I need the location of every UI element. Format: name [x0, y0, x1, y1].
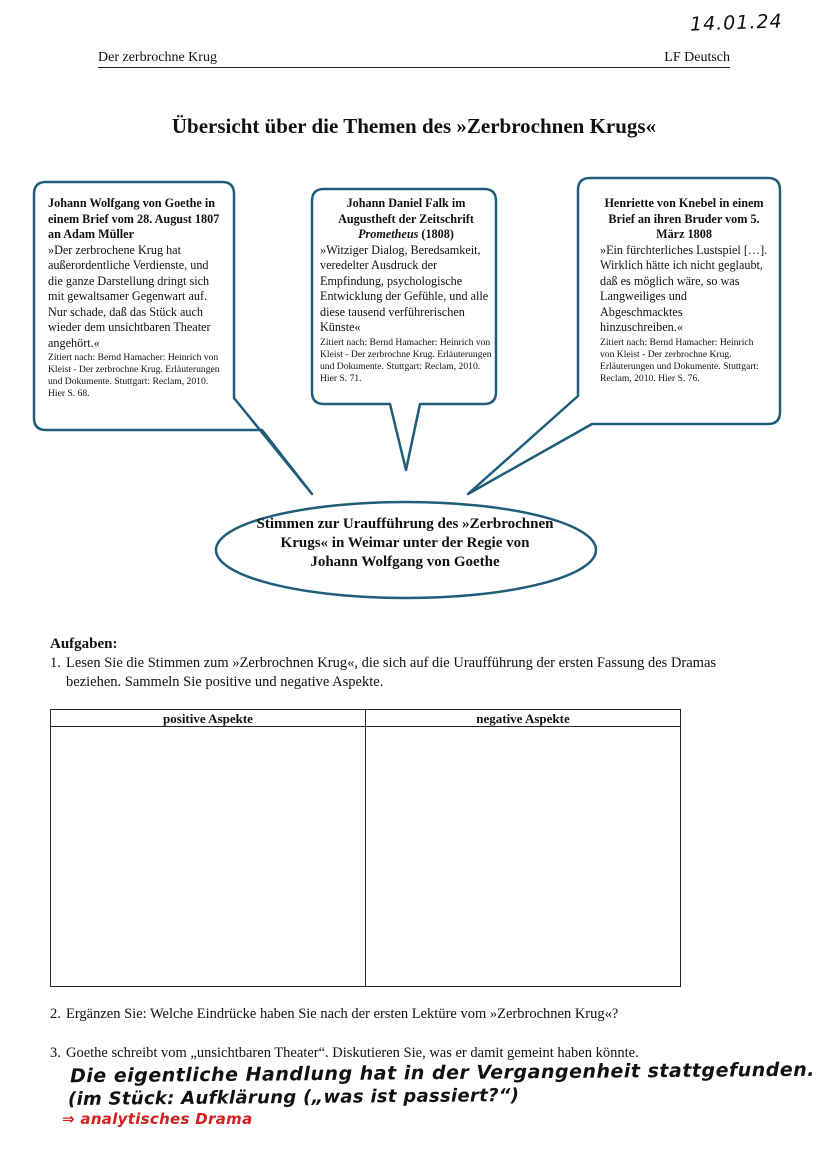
header-title: Der zerbrochne Krug: [98, 50, 217, 65]
handwritten-conclusion: ⇒ analytisches Drama: [62, 1110, 253, 1128]
column-header-positive: positive Aspekte: [51, 710, 366, 727]
quote-knebel-author: Henriette von Knebel in einem Brief an ihren Bruder vom 5. März 1808: [604, 196, 764, 241]
task-number: 3.: [50, 1045, 61, 1061]
quote-goethe-text: »Der zerbrochene Krug hat außerordentliche Verdienste, und die ganze Darstellung dringt sich mit gewaltsamer Gegenwart auf. Nur schade, daß das Stück auch wieder dem unsichtbaren Theater angehört.«: [48, 242, 211, 350]
quote-falk-citation: Zitiert nach: Bernd Hamacher: Heinrich von Kleist - Der zerbrochne Krug. Erläuterungen und Dokumente. Stuttgart: Reclam, 2010. Hier S. 71.: [320, 336, 492, 384]
task-text: Goethe schreibt vom „unsichtbaren Theater“. Diskutieren Sie, was er damit gemeint haben könnte.: [66, 1045, 639, 1061]
quote-goethe: [48, 196, 226, 418]
quote-goethe-citation: Zitiert nach: Bernd Hamacher: Heinrich von Kleist - Der zerbrochne Krug. Erläuterungen und Dokumente. Stuttgart: Reclam, 2010. Hier S. 68.: [48, 352, 220, 399]
task-number: 2.: [50, 1006, 61, 1022]
tasks-heading: Aufgaben:: [50, 636, 118, 652]
task-item: [50, 654, 750, 692]
quote-knebel-citation: Zitiert nach: Bernd Hamacher: Heinrich von Kleist - Der zerbrochne Krug. Erläuterungen und Dokumente. Stuttgart: Reclam, 2010. Hier S. 76.: [600, 336, 759, 384]
quote-knebel-text: »Ein fürchterliches Lustspiel […]. Wirklich hätte ich nicht geglaubt, daß es möglich wäre, so was Langweiliges und Abgeschmacktes hinzuschreiben.«: [600, 242, 768, 334]
task-item: [50, 1005, 750, 1024]
handwritten-date: 14.01.24: [689, 10, 783, 36]
quote-falk-author: [320, 196, 492, 243]
quote-falk-journal: Prometheus: [358, 227, 419, 241]
handwritten-answer-line: Die eigentliche Handlung hat in der Vergangenheit stattgefunden.: [69, 1058, 816, 1088]
page-header: [98, 50, 730, 68]
quote-falk: [320, 196, 492, 394]
task-number: 1.: [50, 655, 61, 671]
quote-falk-text: »Witziger Dialog, Beredsamkeit, veredelter Ausdruck der Empfindung, psychologische Entwicklung der Gefühle, und alle diese tausend verführerischen Künste«: [320, 242, 489, 334]
center-ellipse-text: Stimmen zur Uraufführung des »Zerbrochnen Krugs« in Weimar unter der Regie von Johann Wolfgang von Goethe: [256, 516, 554, 570]
aspects-table: [50, 709, 681, 987]
positive-aspects-cell[interactable]: [51, 727, 366, 987]
handwritten-answer-line: (im Stück: Aufklärung („was ist passiert?“): [67, 1085, 520, 1110]
task-text: Ergänzen Sie: Welche Eindrücke haben Sie nach der ersten Lektüre vom »Zerbrochnen Krug«?: [66, 1006, 619, 1022]
quote-falk-author-line: Johann Daniel Falk im Augustheft der Zeitschrift: [338, 196, 474, 226]
column-header-negative: negative Aspekte: [366, 710, 681, 727]
quote-knebel: [600, 196, 768, 418]
negative-aspects-cell[interactable]: [366, 727, 681, 987]
quote-falk-year: (1808): [421, 227, 454, 241]
task-text: Lesen Sie die Stimmen zum »Zerbrochnen Krug«, die sich auf die Uraufführung der ersten Fassung des Dramas beziehen. Sammeln Sie positive und negative Aspekte.: [66, 655, 717, 690]
page-title: Übersicht über die Themen des »Zerbrochnen Krugs«: [171, 114, 657, 138]
header-subject: LF Deutsch: [664, 50, 730, 65]
quote-goethe-author: Johann Wolfgang von Goethe in einem Brief vom 28. August 1807 an Adam Müller: [48, 196, 220, 241]
